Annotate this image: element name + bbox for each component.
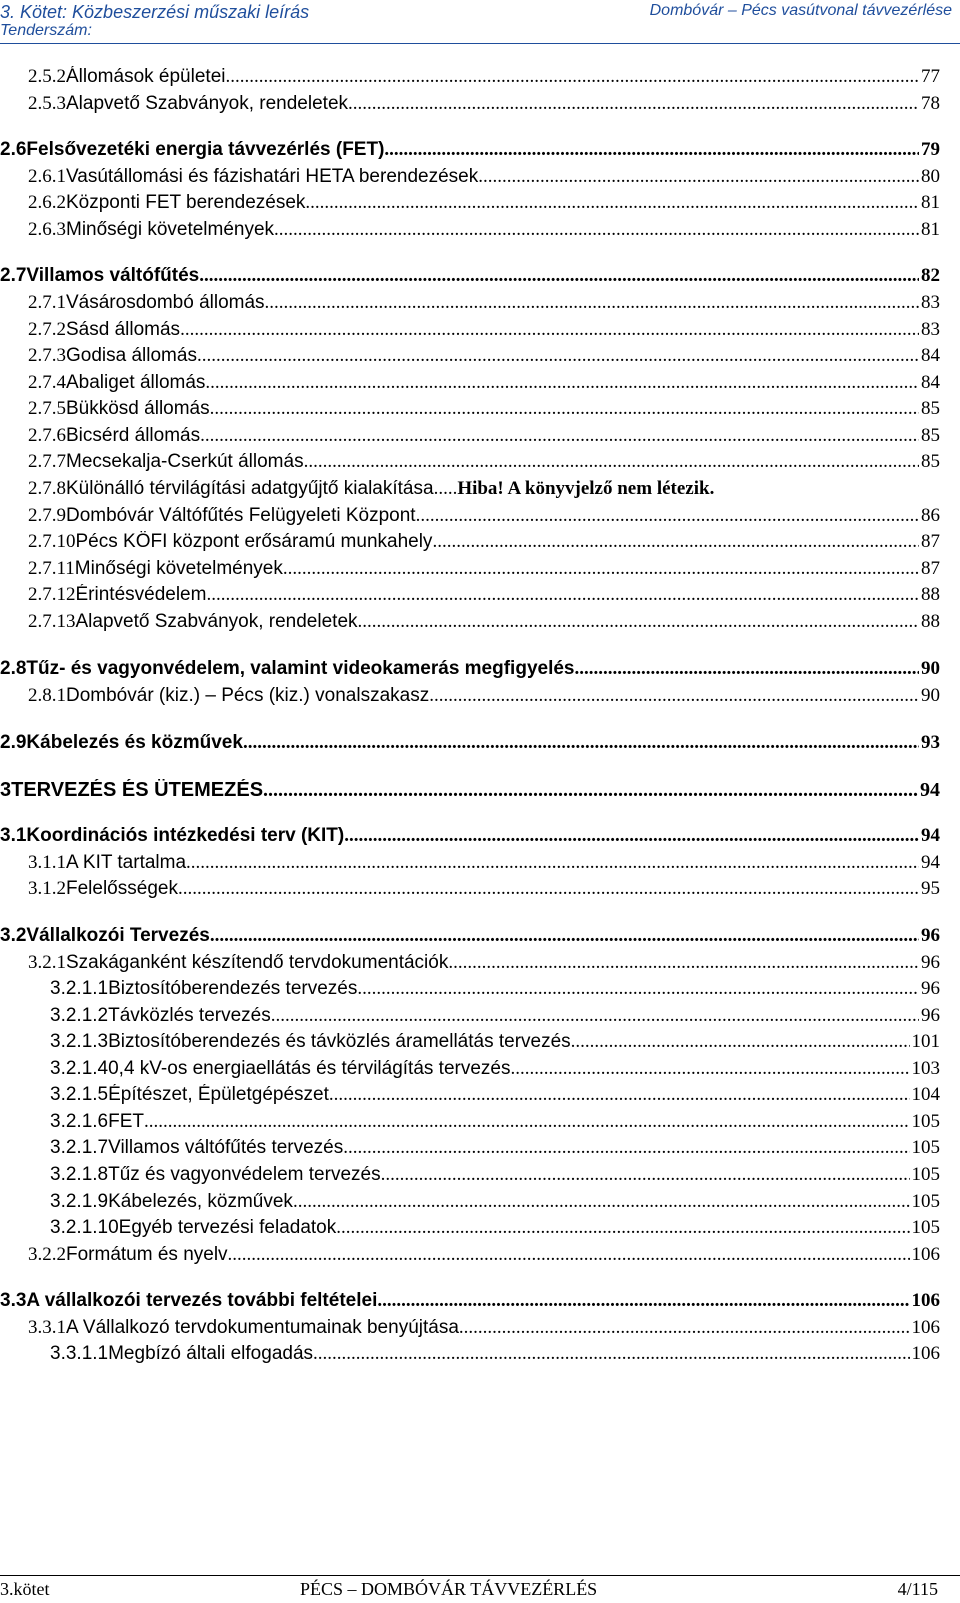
toc-entry-title: Egyéb tervezési feladatok — [118, 1217, 337, 1238]
toc-entry[interactable] — [28, 166, 940, 188]
toc-entry-number: 2.7.13 — [28, 611, 76, 632]
toc-entry[interactable] — [28, 398, 940, 420]
footer-page-number: 4/115 — [897, 1579, 938, 1599]
toc-entry-title: Villamos váltófűtés — [26, 265, 200, 286]
toc-dot-leader — [459, 1317, 910, 1339]
toc-entry[interactable] — [28, 192, 940, 214]
toc-entry-page: 96 — [921, 952, 940, 973]
page-footer — [0, 1565, 960, 1603]
toc-dot-leader — [197, 345, 919, 367]
toc-entry[interactable] — [28, 219, 940, 241]
toc-entry-page: 90 — [921, 685, 940, 706]
toc-entry[interactable] — [28, 372, 940, 394]
toc-entry[interactable] — [28, 93, 940, 115]
toc-entry-number: 3.2.1.3 — [50, 1031, 109, 1052]
toc-dot-leader — [263, 779, 918, 802]
toc-entry[interactable] — [28, 505, 940, 527]
toc-entry-title: Minőségi követelmények — [74, 558, 283, 579]
toc-entry-page: 105 — [911, 1217, 940, 1238]
toc-entry-page: 81 — [921, 219, 940, 240]
toc-entry[interactable] — [50, 1191, 940, 1213]
toc-entry-page: 80 — [921, 166, 940, 187]
toc-entry-title: Dombóvár Váltófűtés Felügyeleti Központ — [66, 505, 416, 526]
toc-entry[interactable] — [28, 952, 940, 974]
toc-entry-title: Vasútállomási és fázishatári HETA berendezések — [66, 166, 479, 187]
toc-entry[interactable] — [28, 1317, 940, 1339]
toc-entry[interactable] — [28, 584, 940, 606]
toc-entry[interactable] — [28, 451, 940, 473]
toc-entry[interactable] — [50, 1111, 940, 1133]
toc-entry-number: 2.7.1 — [28, 292, 66, 313]
toc-entry-title: Formátum és nyelv — [66, 1244, 228, 1265]
toc-entry-number: 2.7.10 — [28, 531, 76, 552]
toc-entry-number: 2.5.3 — [28, 93, 66, 114]
toc-entry-number: 3.2.1.10 — [50, 1217, 119, 1238]
toc-entry-title: A Vállalkozó tervdokumentumainak benyújtása — [66, 1317, 459, 1338]
toc-entry-page: 85 — [921, 451, 940, 472]
toc-entry-number: 3.3.1.1 — [50, 1343, 109, 1364]
toc-entry-page: 105 — [911, 1164, 940, 1185]
toc-entry-number: 2.7.11 — [28, 558, 75, 579]
toc-dot-leader — [271, 1005, 919, 1027]
toc-entry[interactable] — [28, 558, 940, 580]
toc-dot-leader — [336, 1217, 909, 1239]
header-tender-number: Tenderszám: — [0, 22, 92, 39]
toc-entry-title: Godisa állomás — [66, 345, 197, 366]
toc-entry-number: 2.8 — [0, 658, 27, 679]
toc-entry[interactable] — [28, 531, 940, 553]
toc-dot-leader — [274, 219, 919, 241]
toc-entry-title: Kábelezés, közművek — [108, 1191, 293, 1212]
toc-dot-leader — [210, 925, 919, 947]
toc-entry-title: Bükkösd állomás — [66, 398, 210, 419]
toc-entry-page: 88 — [921, 611, 940, 632]
toc-entry-title: Villamos váltófűtés tervezés — [108, 1137, 344, 1158]
toc-entry-title: A vállalkozói tervezés további feltételei — [26, 1290, 378, 1311]
toc-entry[interactable] — [50, 978, 940, 1000]
toc-entry-page: 95 — [921, 878, 940, 899]
toc-entry[interactable] — [50, 1058, 940, 1080]
toc-entry-page: 85 — [921, 425, 940, 446]
toc-dot-leader — [243, 732, 919, 754]
toc-entry[interactable] — [28, 878, 940, 900]
toc-entry-title: Abaliget állomás — [66, 372, 206, 393]
toc-entry[interactable] — [50, 1164, 940, 1186]
footer-volume: 3.kötet — [0, 1579, 50, 1599]
toc-entry-title: Koordinációs intézkedési terv (KIT) — [26, 825, 345, 846]
toc-entry-title: Pécs KÖFI központ erősáramú munkahely — [75, 531, 433, 552]
toc-entry-number: 2.6 — [0, 139, 27, 160]
toc-entry-number: 3.2.1.1 — [50, 978, 109, 999]
toc-entry-title: Vállalkozói Tervezés — [26, 925, 210, 946]
toc-entry-page: 84 — [921, 345, 940, 366]
toc-entry-title: Érintésvédelem — [75, 584, 207, 605]
toc-dot-leader — [180, 319, 919, 341]
toc-dot-leader — [344, 825, 919, 847]
toc-entry-page: 105 — [911, 1191, 940, 1212]
toc-entry-page: 77 — [921, 66, 940, 87]
toc-entry-number: 2.7.8 — [28, 478, 66, 499]
toc-entry[interactable]: 2.7.8 Különálló térvilágítási adatgyűjtő kialakítása ..... Hiba! A könyvjelző nem létezik. — [28, 478, 715, 499]
toc-entry-number: 3.2.1.8 — [50, 1164, 109, 1185]
toc-entry[interactable] — [0, 265, 940, 287]
toc-dot-leader — [210, 398, 919, 420]
toc-entry-title: Állomások épületei — [66, 66, 226, 87]
toc-entry[interactable] — [0, 825, 940, 847]
toc-entry-title: Felelősségek — [66, 878, 178, 899]
toc-entry[interactable] — [50, 1005, 940, 1027]
toc-dot-leader — [571, 1031, 910, 1053]
toc-entry-number: 3.1 — [0, 825, 27, 846]
toc-entry-title: Alapvető Szabványok, rendeletek — [75, 611, 358, 632]
toc-entry[interactable] — [0, 925, 940, 947]
toc-dot-leader — [478, 166, 919, 188]
toc-entry-number: 3.3.1 — [28, 1317, 66, 1338]
toc-entry-number: 2.8.1 — [28, 685, 66, 706]
toc-entry-title: TERVEZÉS ÉS ÜTEMEZÉS — [11, 779, 264, 801]
toc-entry[interactable] — [0, 732, 940, 754]
toc-entry-title: Kábelezés és közművek — [26, 732, 243, 753]
toc-entry-title: Távközlés tervezés — [108, 1005, 271, 1026]
toc-entry-page: 103 — [911, 1058, 940, 1079]
toc-dot-leader — [313, 1343, 909, 1365]
toc-entry-title: Építészet, Épületgépészet — [108, 1084, 329, 1105]
toc-entry-page: 87 — [921, 531, 940, 552]
toc-entry-page: 85 — [921, 398, 940, 419]
toc-entry-number: 2.5.2 — [28, 66, 66, 87]
toc-entry-title: Mecsekalja-Cserkút állomás — [66, 451, 304, 472]
toc-entry-number: 2.7.9 — [28, 505, 66, 526]
toc-entry-page: 106 — [911, 1290, 940, 1311]
toc-dot-leader — [304, 451, 919, 473]
toc-entry-number: 2.6.1 — [28, 166, 66, 187]
toc-entry[interactable] — [28, 852, 940, 874]
toc-entry-number: 2.7.5 — [28, 398, 66, 419]
toc-entry-page: 96 — [921, 925, 940, 946]
toc-entry-page: 88 — [921, 584, 940, 605]
toc-entry-title: Bicsérd állomás — [66, 425, 201, 446]
toc-entry[interactable] — [50, 1343, 940, 1365]
toc-entry-page: 104 — [911, 1084, 940, 1105]
toc-entry-title: Biztosítóberendezés tervezés — [108, 978, 358, 999]
toc-entry-page: 106 — [911, 1244, 940, 1265]
toc-entry-number: 3 — [0, 779, 12, 801]
toc-dot-leader — [358, 611, 919, 633]
toc-dot-leader — [228, 1244, 910, 1266]
toc-entry-title: Biztosítóberendezés és távközlés áramellátás tervezés — [108, 1031, 571, 1052]
toc-entry-number: 2.7.2 — [28, 319, 66, 340]
toc-entry-number: 2.6.2 — [28, 192, 66, 213]
toc-dot-leader — [186, 852, 919, 874]
toc-entry-page: 94 — [921, 852, 940, 873]
toc-entry-page: 90 — [921, 658, 940, 679]
toc-entry-page: 81 — [921, 192, 940, 213]
toc-entry[interactable] — [28, 345, 940, 367]
toc-entry[interactable] — [28, 292, 940, 314]
toc-entry-page: 105 — [911, 1111, 940, 1132]
toc-entry-page: 79 — [921, 139, 940, 160]
toc-entry-number: 3.2.1.4 — [50, 1058, 109, 1079]
toc-entry-number: 2.7.7 — [28, 451, 66, 472]
toc-entry-page: 87 — [921, 558, 940, 579]
toc-entry-number: 2.7.6 — [28, 425, 66, 446]
toc-entry-title: Különálló térvilágítási adatgyűjtő kialakítása — [66, 478, 434, 499]
toc-entry-number: 3.2 — [0, 925, 27, 946]
toc-entry-title: Tűz és vagyonvédelem tervezés — [108, 1164, 381, 1185]
toc-dot-leader — [511, 1058, 910, 1080]
header-rule — [0, 43, 960, 44]
toc-entry-number: 3.1.1 — [28, 852, 66, 873]
toc-entry-number: 2.9 — [0, 732, 27, 753]
toc-entry-title: Alapvető Szabványok, rendeletek — [66, 93, 349, 114]
toc-entry-page: 93 — [921, 732, 940, 753]
toc-entry-page: 86 — [921, 505, 940, 526]
toc-entry-page: 83 — [921, 319, 940, 340]
toc-dot-leader — [199, 265, 919, 287]
toc-entry[interactable] — [50, 1084, 940, 1106]
toc-dot-leader — [178, 878, 919, 900]
toc-entry-number: 3.2.1.9 — [50, 1191, 109, 1212]
toc-dot-leader — [416, 505, 919, 527]
toc-dot-leader — [432, 531, 919, 553]
toc-dot-leader — [357, 978, 919, 1000]
toc-dot-leader — [329, 1084, 910, 1106]
page-header — [0, 0, 960, 44]
toc-entry[interactable] — [0, 779, 940, 802]
toc-entry[interactable] — [28, 319, 940, 341]
toc-entry[interactable] — [28, 1244, 940, 1266]
toc-entry-title: Felsővezetéki energia távvezérlés (FET) — [26, 139, 385, 160]
toc-dot-leader — [293, 1191, 910, 1213]
toc-dot-leader — [448, 952, 919, 974]
toc-entry-number: 3.2.1 — [28, 952, 66, 973]
toc-entry-page: 82 — [921, 265, 940, 286]
toc-dot-leader — [200, 425, 919, 447]
toc-entry-page: 94 — [920, 779, 940, 801]
toc-dot-leader — [206, 584, 919, 606]
toc-entry-page: 94 — [921, 825, 940, 846]
toc-entry-number: 2.7.3 — [28, 345, 66, 366]
toc-dot-leader — [429, 685, 919, 707]
toc-entry-title: A KIT tartalma — [66, 852, 187, 873]
toc-entry-number: 3.2.1.7 — [50, 1137, 109, 1158]
toc-entry-title: 0,4 kV-os energiaellátás és térvilágítás tervezés — [108, 1058, 511, 1079]
toc-entry-title: Szakáganként készítendő tervdokumentációk — [66, 952, 449, 973]
toc-entry-page: 83 — [921, 292, 940, 313]
toc-entry-title: Tűz- és vagyonvédelem, valamint videokamerás megfigyelés — [26, 658, 575, 679]
toc-entry-number: 3.2.1.2 — [50, 1005, 109, 1026]
toc-entry[interactable] — [0, 139, 940, 161]
toc-dot-leader — [283, 558, 919, 580]
toc-entry[interactable] — [28, 611, 940, 633]
toc-entry-title: Sásd állomás — [66, 319, 181, 340]
toc-entry-page: 96 — [921, 978, 940, 999]
toc-entry[interactable] — [0, 1290, 940, 1312]
toc-dot-leader — [305, 192, 919, 214]
toc-entry[interactable] — [0, 658, 940, 680]
toc-entry[interactable] — [50, 1217, 940, 1239]
toc-dot-leader — [348, 93, 919, 115]
toc-entry-page: 96 — [921, 1005, 940, 1026]
footer-project: PÉCS – DOMBÓVÁR TÁVVEZÉRLÉS — [300, 1579, 598, 1599]
toc-entry-number: 2.7 — [0, 265, 27, 286]
toc-entry-number: 2.7.4 — [28, 372, 66, 393]
toc-entry-page: 101 — [911, 1031, 940, 1052]
toc-entry-title: FET — [108, 1111, 144, 1132]
toc-dot-leader — [575, 658, 920, 680]
toc-entry-page: 106 — [911, 1343, 940, 1364]
toc-entry-title: Központi FET berendezések — [66, 192, 306, 213]
toc-entry-title: Dombóvár (kiz.) – Pécs (kiz.) vonalszakasz — [66, 685, 430, 706]
toc-entry-page: 78 — [921, 93, 940, 114]
toc-dot-leader — [225, 66, 919, 88]
toc-entry-number: 3.2.2 — [28, 1244, 66, 1265]
toc-entry-number: 3.2.1.6 — [50, 1111, 109, 1132]
toc-entry-error: Hiba! A könyvjelző nem létezik. — [457, 478, 715, 499]
header-project-title: Dombóvár – Pécs vasútvonal távvezérlése — [649, 2, 952, 19]
footer-rule — [0, 1575, 960, 1576]
toc-entry-number: 2.7.12 — [28, 584, 76, 605]
toc-entry[interactable] — [50, 1031, 940, 1053]
toc-entry[interactable] — [28, 66, 940, 88]
toc-entry[interactable] — [50, 1137, 940, 1159]
toc-dot-leader — [377, 1290, 909, 1312]
toc-dot-leader — [205, 372, 919, 394]
toc-entry-page: 106 — [911, 1317, 940, 1338]
toc-entry[interactable] — [28, 685, 940, 707]
toc-entry-number: 3.2.1.5 — [50, 1084, 109, 1105]
toc-entry-number: 2.6.3 — [28, 219, 66, 240]
toc-dot-leader — [144, 1111, 910, 1133]
toc-dot-leader — [343, 1137, 909, 1159]
toc-entry-title: Megbízó általi elfogadás — [108, 1343, 314, 1364]
toc-entry-number: 3.3 — [0, 1290, 27, 1311]
toc-entry-title: Vásárosdombó állomás — [66, 292, 265, 313]
toc-entry-number: 3.1.2 — [28, 878, 66, 899]
header-document-title: 3. Kötet: Közbeszerzési műszaki leírás — [0, 2, 310, 22]
toc-entry-title: Minőségi követelmények — [66, 219, 275, 240]
toc-entry[interactable] — [28, 425, 940, 447]
toc-entry-page: 105 — [911, 1137, 940, 1158]
toc-dot-leader — [384, 139, 919, 161]
toc-entry-page: 84 — [921, 372, 940, 393]
toc-dot-leader — [381, 1164, 910, 1186]
toc-dot-leader — [265, 292, 919, 314]
